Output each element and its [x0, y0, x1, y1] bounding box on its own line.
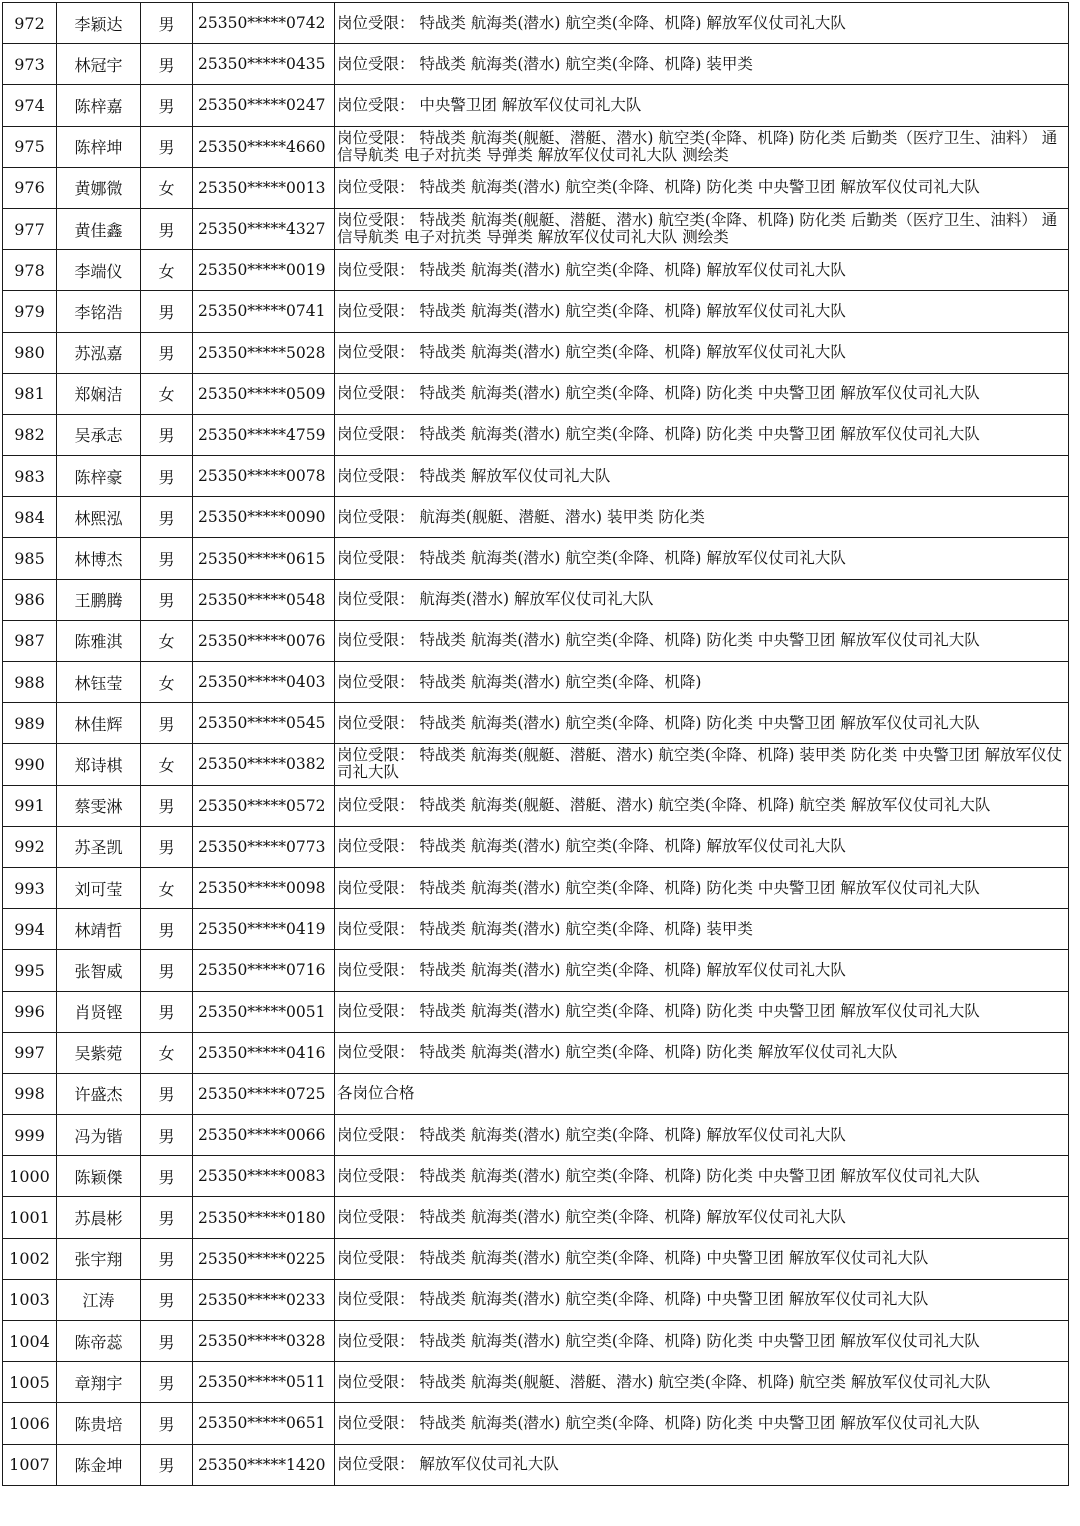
- row-number: 1007: [3, 1444, 57, 1485]
- row-number: 995: [3, 950, 57, 991]
- row-number: 975: [3, 126, 57, 167]
- candidate-sex: 女: [141, 250, 193, 291]
- candidate-name: 张宇翔: [57, 1238, 141, 1279]
- row-number: 988: [3, 662, 57, 703]
- restriction-note: 岗位受限： 特战类 航海类(潜水) 航空类(伞降、机降) 解放军仪仗司礼大队: [335, 538, 1069, 579]
- table-row: [3, 1197, 1069, 1238]
- row-number: 981: [3, 373, 57, 414]
- table-row: [3, 373, 1069, 414]
- restriction-note: 岗位受限： 特战类 航海类(潜水) 航空类(伞降、机降) 防化类 中央警卫团 解放军仪仗司礼大队: [335, 620, 1069, 661]
- id-number: 25350*****4327: [193, 208, 335, 249]
- id-number: 25350*****0416: [193, 1032, 335, 1073]
- restriction-note: 岗位受限： 特战类 航海类(潜水) 航空类(伞降、机降) 解放军仪仗司礼大队: [335, 332, 1069, 373]
- table-row: [3, 1073, 1069, 1114]
- candidate-name: 李颖达: [57, 3, 141, 44]
- row-number: 999: [3, 1115, 57, 1156]
- row-number: 1005: [3, 1362, 57, 1403]
- candidate-sex: 男: [141, 3, 193, 44]
- candidate-name: 林冠宇: [57, 44, 141, 85]
- candidate-name: 吴紫菀: [57, 1032, 141, 1073]
- table-row: [3, 662, 1069, 703]
- restriction-note: 岗位受限： 特战类 航海类(潜水) 航空类(伞降、机降) 防化类 解放军仪仗司礼大队: [335, 1032, 1069, 1073]
- row-number: 985: [3, 538, 57, 579]
- table-row: [3, 250, 1069, 291]
- table-row: [3, 744, 1069, 785]
- candidate-name: 郑诗棋: [57, 744, 141, 785]
- results-table: [2, 2, 1069, 1486]
- table-row: [3, 456, 1069, 497]
- candidate-name: 章翔宇: [57, 1362, 141, 1403]
- candidate-sex: 男: [141, 950, 193, 991]
- row-number: 984: [3, 497, 57, 538]
- row-number: 997: [3, 1032, 57, 1073]
- restriction-note: 岗位受限： 特战类 航海类(潜水) 航空类(伞降、机降) 中央警卫团 解放军仪仗司礼大队: [335, 1238, 1069, 1279]
- candidate-name: 陈贵培: [57, 1403, 141, 1444]
- candidate-sex: 女: [141, 620, 193, 661]
- restriction-note: 岗位受限： 特战类 航海类(舰艇、潜艇、潜水) 航空类(伞降、机降) 防化类 后勤类（医疗卫生、油料） 通信导航类 电子对抗类 导弹类 解放军仪仗司礼大队 测绘类: [335, 126, 1069, 167]
- candidate-sex: 男: [141, 538, 193, 579]
- candidate-sex: 男: [141, 126, 193, 167]
- id-number: 25350*****4660: [193, 126, 335, 167]
- row-number: 980: [3, 332, 57, 373]
- row-number: 1004: [3, 1321, 57, 1362]
- id-number: 25350*****5028: [193, 332, 335, 373]
- candidate-name: 李铭浩: [57, 291, 141, 332]
- id-number: 25350*****0078: [193, 456, 335, 497]
- table-row: [3, 3, 1069, 44]
- candidate-sex: 男: [141, 826, 193, 867]
- id-number: 25350*****0233: [193, 1279, 335, 1320]
- restriction-note: 岗位受限： 特战类 航海类(潜水) 航空类(伞降、机降) 防化类 中央警卫团 解放军仪仗司礼大队: [335, 373, 1069, 414]
- id-number: 25350*****0328: [193, 1321, 335, 1362]
- candidate-name: 苏圣凯: [57, 826, 141, 867]
- row-number: 992: [3, 826, 57, 867]
- candidate-name: 陈雅淇: [57, 620, 141, 661]
- candidate-sex: 男: [141, 1073, 193, 1114]
- id-number: 25350*****0403: [193, 662, 335, 703]
- id-number: 25350*****0615: [193, 538, 335, 579]
- candidate-sex: 女: [141, 167, 193, 208]
- restriction-note: 岗位受限： 特战类 航海类(潜水) 航空类(伞降、机降) 解放军仪仗司礼大队: [335, 1197, 1069, 1238]
- candidate-name: 苏晨彬: [57, 1197, 141, 1238]
- row-number: 977: [3, 208, 57, 249]
- restriction-note: 岗位受限： 特战类 航海类(潜水) 航空类(伞降、机降) 防化类 中央警卫团 解放军仪仗司礼大队: [335, 167, 1069, 208]
- id-number: 25350*****0098: [193, 867, 335, 908]
- candidate-name: 陈梓嘉: [57, 85, 141, 126]
- table-row: [3, 126, 1069, 167]
- row-number: 974: [3, 85, 57, 126]
- restriction-note: 岗位受限： 特战类 解放军仪仗司礼大队: [335, 456, 1069, 497]
- candidate-name: 李端仪: [57, 250, 141, 291]
- restriction-note: 岗位受限： 特战类 航海类(潜水) 航空类(伞降、机降) 解放军仪仗司礼大队: [335, 250, 1069, 291]
- table-row: [3, 291, 1069, 332]
- restriction-note: 岗位受限： 特战类 航海类(潜水) 航空类(伞降、机降) 防化类 中央警卫团 解放军仪仗司礼大队: [335, 991, 1069, 1032]
- restriction-note: 岗位受限： 特战类 航海类(潜水) 航空类(伞降、机降) 解放军仪仗司礼大队: [335, 3, 1069, 44]
- candidate-sex: 男: [141, 785, 193, 826]
- row-number: 1000: [3, 1156, 57, 1197]
- row-number: 982: [3, 414, 57, 455]
- candidate-name: 陈金坤: [57, 1444, 141, 1485]
- candidate-sex: 男: [141, 1197, 193, 1238]
- restriction-note: 岗位受限： 特战类 航海类(潜水) 航空类(伞降、机降) 中央警卫团 解放军仪仗司礼大队: [335, 1279, 1069, 1320]
- candidate-sex: 女: [141, 662, 193, 703]
- id-number: 25350*****0716: [193, 950, 335, 991]
- row-number: 990: [3, 744, 57, 785]
- id-number: 25350*****0180: [193, 1197, 335, 1238]
- id-number: 25350*****0051: [193, 991, 335, 1032]
- restriction-note: 各岗位合格: [335, 1073, 1069, 1114]
- candidate-name: 陈梓豪: [57, 456, 141, 497]
- id-number: 25350*****0419: [193, 909, 335, 950]
- candidate-sex: 女: [141, 373, 193, 414]
- candidate-sex: 男: [141, 1444, 193, 1485]
- restriction-note: 岗位受限： 航海类(舰艇、潜艇、潜水) 装甲类 防化类: [335, 497, 1069, 538]
- table-row: [3, 826, 1069, 867]
- results-table-container: [2, 2, 1069, 1486]
- id-number: 25350*****0019: [193, 250, 335, 291]
- restriction-note: 岗位受限： 特战类 航海类(舰艇、潜艇、潜水) 航空类(伞降、机降) 航空类 解放军仪仗司礼大队: [335, 785, 1069, 826]
- candidate-name: 林博杰: [57, 538, 141, 579]
- candidate-name: 刘可莹: [57, 867, 141, 908]
- table-row: [3, 1115, 1069, 1156]
- table-row: [3, 867, 1069, 908]
- row-number: 998: [3, 1073, 57, 1114]
- id-number: 25350*****0083: [193, 1156, 335, 1197]
- restriction-note: 岗位受限： 特战类 航海类(潜水) 航空类(伞降、机降) 装甲类: [335, 44, 1069, 85]
- restriction-note: 岗位受限： 特战类 航海类(潜水) 航空类(伞降、机降) 防化类 中央警卫团 解放军仪仗司礼大队: [335, 1321, 1069, 1362]
- candidate-name: 林靖哲: [57, 909, 141, 950]
- table-row: [3, 1321, 1069, 1362]
- table-row: [3, 1238, 1069, 1279]
- id-number: 25350*****0548: [193, 579, 335, 620]
- candidate-name: 林钰莹: [57, 662, 141, 703]
- row-number: 996: [3, 991, 57, 1032]
- table-row: [3, 208, 1069, 249]
- table-body: [3, 3, 1069, 1486]
- candidate-name: 郑娴洁: [57, 373, 141, 414]
- id-number: 25350*****0545: [193, 703, 335, 744]
- table-row: [3, 785, 1069, 826]
- candidate-name: 许盛杰: [57, 1073, 141, 1114]
- candidate-name: 张智威: [57, 950, 141, 991]
- row-number: 978: [3, 250, 57, 291]
- restriction-note: 岗位受限： 航海类(潜水) 解放军仪仗司礼大队: [335, 579, 1069, 620]
- id-number: 25350*****0572: [193, 785, 335, 826]
- id-number: 25350*****0725: [193, 1073, 335, 1114]
- id-number: 25350*****0435: [193, 44, 335, 85]
- row-number: 1006: [3, 1403, 57, 1444]
- candidate-name: 王鹏腾: [57, 579, 141, 620]
- candidate-name: 陈梓坤: [57, 126, 141, 167]
- restriction-note: 岗位受限： 特战类 航海类(潜水) 航空类(伞降、机降) 防化类 中央警卫团 解放军仪仗司礼大队: [335, 703, 1069, 744]
- id-number: 25350*****0066: [193, 1115, 335, 1156]
- candidate-sex: 女: [141, 1032, 193, 1073]
- restriction-note: 岗位受限： 特战类 航海类(潜水) 航空类(伞降、机降) 解放军仪仗司礼大队: [335, 291, 1069, 332]
- candidate-sex: 男: [141, 579, 193, 620]
- candidate-sex: 男: [141, 1403, 193, 1444]
- restriction-note: 岗位受限： 特战类 航海类(潜水) 航空类(伞降、机降) 防化类 中央警卫团 解放军仪仗司礼大队: [335, 414, 1069, 455]
- table-row: [3, 332, 1069, 373]
- row-number: 979: [3, 291, 57, 332]
- table-row: [3, 579, 1069, 620]
- restriction-note: 岗位受限： 特战类 航海类(潜水) 航空类(伞降、机降) 防化类 中央警卫团 解放军仪仗司礼大队: [335, 1403, 1069, 1444]
- candidate-sex: 男: [141, 497, 193, 538]
- table-row: [3, 414, 1069, 455]
- candidate-sex: 男: [141, 208, 193, 249]
- id-number: 25350*****0013: [193, 167, 335, 208]
- candidate-name: 江涛: [57, 1279, 141, 1320]
- candidate-sex: 男: [141, 332, 193, 373]
- table-row: [3, 497, 1069, 538]
- candidate-name: 黄佳鑫: [57, 208, 141, 249]
- candidate-name: 陈帝蕊: [57, 1321, 141, 1362]
- row-number: 976: [3, 167, 57, 208]
- row-number: 993: [3, 867, 57, 908]
- restriction-note: 岗位受限： 特战类 航海类(舰艇、潜艇、潜水) 航空类(伞降、机降) 装甲类 防化类 中央警卫团 解放军仪仗司礼大队: [335, 744, 1069, 785]
- candidate-sex: 男: [141, 414, 193, 455]
- restriction-note: 岗位受限： 特战类 航海类(潜水) 航空类(伞降、机降): [335, 662, 1069, 703]
- row-number: 983: [3, 456, 57, 497]
- table-row: [3, 44, 1069, 85]
- row-number: 989: [3, 703, 57, 744]
- table-row: [3, 620, 1069, 661]
- candidate-sex: 男: [141, 1321, 193, 1362]
- id-number: 25350*****0509: [193, 373, 335, 414]
- table-row: [3, 1032, 1069, 1073]
- candidate-sex: 男: [141, 991, 193, 1032]
- candidate-sex: 男: [141, 85, 193, 126]
- row-number: 1002: [3, 1238, 57, 1279]
- restriction-note: 岗位受限： 中央警卫团 解放军仪仗司礼大队: [335, 85, 1069, 126]
- table-row: [3, 85, 1069, 126]
- restriction-note: 岗位受限： 特战类 航海类(潜水) 航空类(伞降、机降) 防化类 中央警卫团 解放军仪仗司礼大队: [335, 1156, 1069, 1197]
- row-number: 973: [3, 44, 57, 85]
- candidate-sex: 男: [141, 291, 193, 332]
- restriction-note: 岗位受限： 特战类 航海类(潜水) 航空类(伞降、机降) 解放军仪仗司礼大队: [335, 826, 1069, 867]
- candidate-name: 蔡雯淋: [57, 785, 141, 826]
- candidate-name: 冯为锴: [57, 1115, 141, 1156]
- row-number: 1003: [3, 1279, 57, 1320]
- id-number: 25350*****1420: [193, 1444, 335, 1485]
- candidate-sex: 男: [141, 44, 193, 85]
- row-number: 972: [3, 3, 57, 44]
- candidate-sex: 男: [141, 1115, 193, 1156]
- candidate-sex: 女: [141, 867, 193, 908]
- restriction-note: 岗位受限： 特战类 航海类(潜水) 航空类(伞降、机降) 解放军仪仗司礼大队: [335, 950, 1069, 991]
- id-number: 25350*****0651: [193, 1403, 335, 1444]
- table-row: [3, 1403, 1069, 1444]
- restriction-note: 岗位受限： 解放军仪仗司礼大队: [335, 1444, 1069, 1485]
- candidate-name: 苏泓嘉: [57, 332, 141, 373]
- candidate-sex: 男: [141, 1156, 193, 1197]
- restriction-note: 岗位受限： 特战类 航海类(潜水) 航空类(伞降、机降) 解放军仪仗司礼大队: [335, 1115, 1069, 1156]
- table-row: [3, 1279, 1069, 1320]
- id-number: 25350*****0247: [193, 85, 335, 126]
- id-number: 25350*****0741: [193, 291, 335, 332]
- table-row: [3, 1156, 1069, 1197]
- table-row: [3, 1362, 1069, 1403]
- table-row: [3, 538, 1069, 579]
- row-number: 987: [3, 620, 57, 661]
- table-row: [3, 703, 1069, 744]
- candidate-name: 陈颖傑: [57, 1156, 141, 1197]
- restriction-note: 岗位受限： 特战类 航海类(潜水) 航空类(伞降、机降) 装甲类: [335, 909, 1069, 950]
- id-number: 25350*****0511: [193, 1362, 335, 1403]
- id-number: 25350*****0090: [193, 497, 335, 538]
- restriction-note: 岗位受限： 特战类 航海类(舰艇、潜艇、潜水) 航空类(伞降、机降) 防化类 后勤类（医疗卫生、油料） 通信导航类 电子对抗类 导弹类 解放军仪仗司礼大队 测绘类: [335, 208, 1069, 249]
- candidate-sex: 男: [141, 1279, 193, 1320]
- table-row: [3, 1444, 1069, 1485]
- id-number: 25350*****0076: [193, 620, 335, 661]
- row-number: 994: [3, 909, 57, 950]
- candidate-name: 黄娜微: [57, 167, 141, 208]
- id-number: 25350*****0742: [193, 3, 335, 44]
- candidate-sex: 女: [141, 744, 193, 785]
- table-row: [3, 909, 1069, 950]
- table-row: [3, 950, 1069, 991]
- candidate-name: 肖贤铿: [57, 991, 141, 1032]
- candidate-sex: 男: [141, 456, 193, 497]
- row-number: 1001: [3, 1197, 57, 1238]
- table-row: [3, 991, 1069, 1032]
- candidate-sex: 男: [141, 703, 193, 744]
- candidate-name: 林佳辉: [57, 703, 141, 744]
- restriction-note: 岗位受限： 特战类 航海类(舰艇、潜艇、潜水) 航空类(伞降、机降) 航空类 解放军仪仗司礼大队: [335, 1362, 1069, 1403]
- candidate-sex: 男: [141, 1362, 193, 1403]
- restriction-note: 岗位受限： 特战类 航海类(潜水) 航空类(伞降、机降) 防化类 中央警卫团 解放军仪仗司礼大队: [335, 867, 1069, 908]
- id-number: 25350*****0225: [193, 1238, 335, 1279]
- id-number: 25350*****4759: [193, 414, 335, 455]
- candidate-sex: 男: [141, 909, 193, 950]
- row-number: 986: [3, 579, 57, 620]
- candidate-name: 吴承志: [57, 414, 141, 455]
- id-number: 25350*****0773: [193, 826, 335, 867]
- candidate-name: 林熙泓: [57, 497, 141, 538]
- table-row: [3, 167, 1069, 208]
- row-number: 991: [3, 785, 57, 826]
- candidate-sex: 男: [141, 1238, 193, 1279]
- id-number: 25350*****0382: [193, 744, 335, 785]
